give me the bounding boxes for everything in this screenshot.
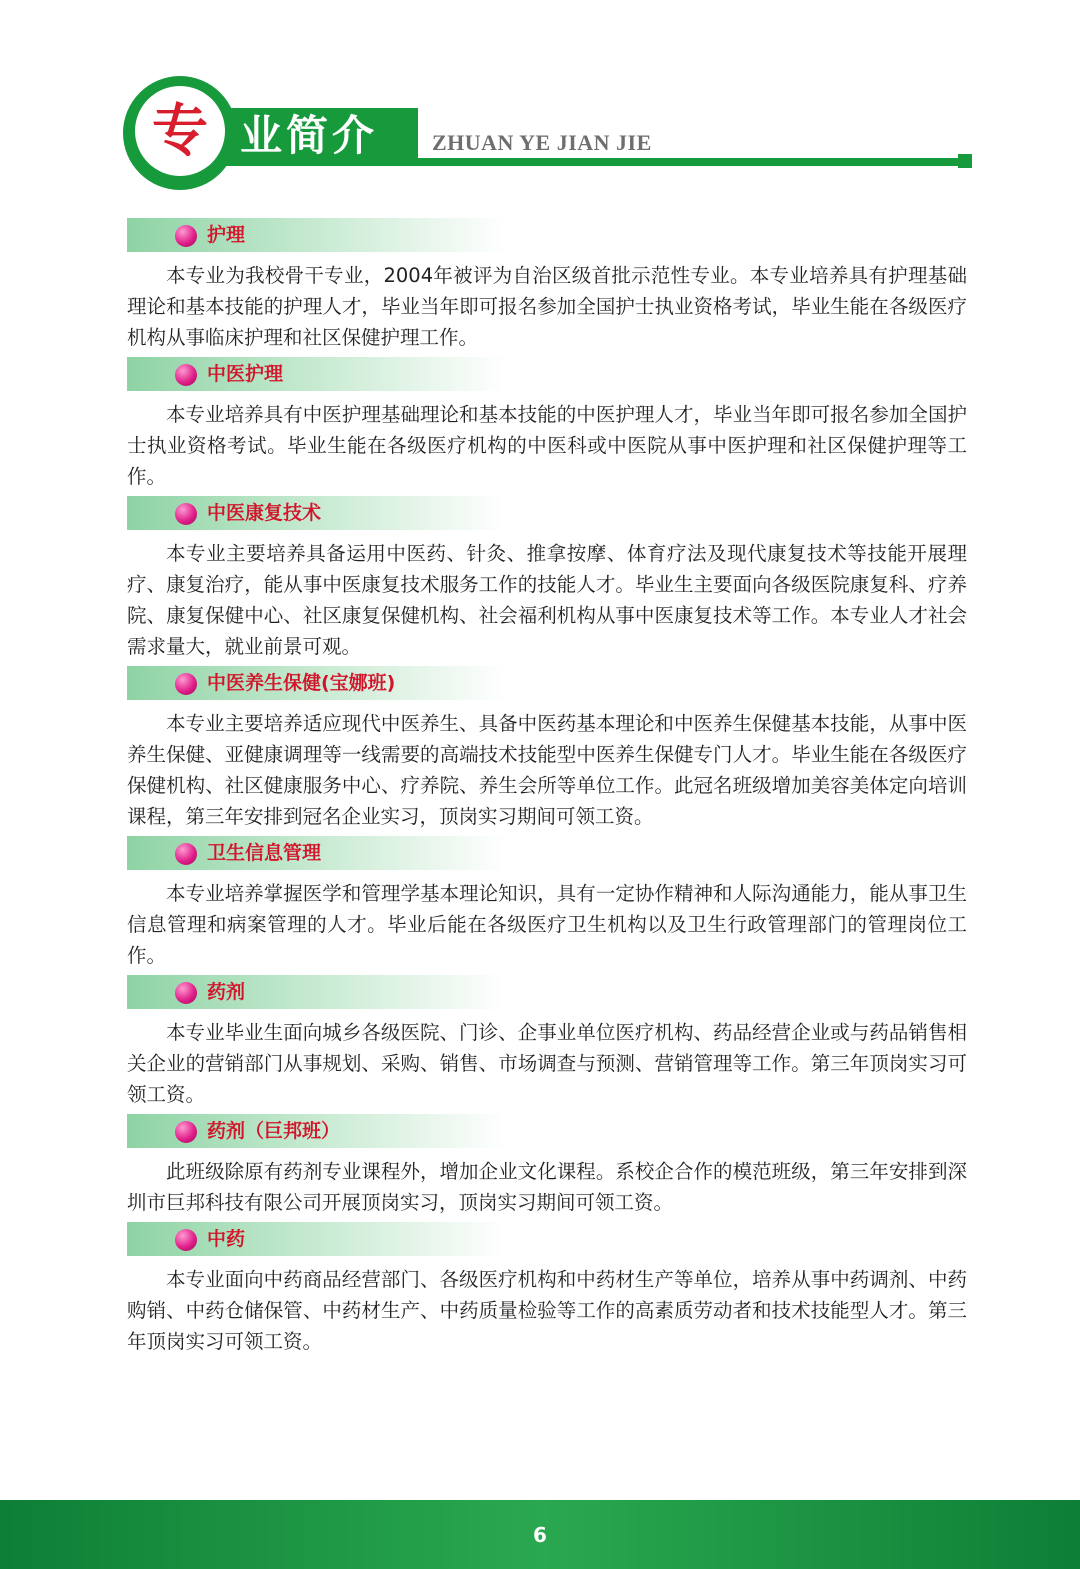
section-title: 护理 <box>207 224 246 246</box>
pink-bullet-icon <box>175 225 197 247</box>
section-title: 药剂（巨邦班） <box>207 1120 341 1142</box>
major-list <box>127 218 967 1361</box>
section-heading <box>127 1114 507 1148</box>
pink-bullet-icon <box>175 503 197 525</box>
pink-bullet-icon <box>175 1121 197 1143</box>
section-title: 中药 <box>207 1228 246 1250</box>
major-section <box>127 218 967 353</box>
section-heading <box>127 666 507 700</box>
pink-bullet-icon <box>175 364 197 386</box>
major-section <box>127 836 967 971</box>
major-section <box>127 357 967 492</box>
section-title: 中医养生保健(宝娜班) <box>207 672 396 694</box>
section-heading <box>127 357 507 391</box>
major-section <box>127 666 967 832</box>
title-first-char: 专 <box>152 98 208 164</box>
section-title: 卫生信息管理 <box>207 842 322 864</box>
section-body: 本专业为我校骨干专业，2004年被评为自治区级首批示范性专业。本专业培养具有护理基础理论和基本技能的护理人才，毕业当年即可报名参加全国护士执业资格考试，毕业生能在各级医疗机构从事临床护理和社区保健护理工作。 <box>127 264 967 349</box>
section-heading <box>127 496 507 530</box>
section-body: 此班级除原有药剂专业课程外，增加企业文化课程。系校企合作的模范班级，第三年安排到深圳市巨邦科技有限公司开展顶岗实习，顶岗实习期间可领工资。 <box>127 1160 967 1214</box>
section-body: 本专业主要培养具备运用中医药、针灸、推拿按摩、体育疗法及现代康复技术等技能开展理疗、康复治疗，能从事中医康复技术服务工作的技能人才。毕业生主要面向各级医院康复科、疗养院、康复保健中心、社区康复保健机构、社会福利机构从事中医康复技术等工作。本专业人才社会需求量大，就业前景可观。 <box>127 542 967 658</box>
header-circle-inner <box>135 86 225 176</box>
page-title: 业简介 <box>240 111 379 160</box>
pink-bullet-icon <box>175 843 197 865</box>
section-body: 本专业主要培养适应现代中医养生、具备中医药基本理论和中医养生保健基本技能，从事中医养生保健、亚健康调理等一线需要的高端技术技能型中医养生保健专门人才。毕业生能在各级医疗保健机构、社区健康服务中心、疗养院、养生会所等单位工作。此冠名班级增加美容美体定向培训课程，第三年安排到冠名企业实习，顶岗实习期间可领工资。 <box>127 712 967 828</box>
pink-bullet-icon <box>175 673 197 695</box>
section-body: 本专业面向中药商品经营部门、各级医疗机构和中药材生产等单位，培养从事中药调剂、中药购销、中药仓储保管、中药材生产、中药质量检验等工作的高素质劳动者和技术技能型人才。第三年顶岗实习可领工资。 <box>127 1268 967 1353</box>
section-body: 本专业毕业生面向城乡各级医院、门诊、企事业单位医疗机构、药品经营企业或与药品销售相关企业的营销部门从事规划、采购、销售、市场调查与预测、营销管理等工作。第三年顶岗实习可领工资。 <box>127 1021 967 1106</box>
major-section <box>127 1222 967 1357</box>
page-header <box>0 0 1080 200</box>
page-title-pinyin: ZHUAN YE JIAN JIE <box>432 130 652 155</box>
section-heading <box>127 218 507 252</box>
pink-bullet-icon <box>175 982 197 1004</box>
section-title: 中医康复技术 <box>207 502 322 524</box>
section-heading <box>127 836 507 870</box>
pink-bullet-icon <box>175 1229 197 1251</box>
section-title: 中医护理 <box>207 363 284 385</box>
header-underline-end <box>958 154 972 168</box>
section-heading <box>127 975 507 1009</box>
major-section <box>127 1114 967 1218</box>
section-body: 本专业培养掌握医学和管理学基本理论知识，具有一定协作精神和人际沟通能力，能从事卫生信息管理和病案管理的人才。毕业后能在各级医疗卫生机构以及卫生行政管理部门的管理岗位工作。 <box>127 882 967 967</box>
page-footer <box>0 1500 1080 1569</box>
section-heading <box>127 1222 507 1256</box>
major-section <box>127 975 967 1110</box>
section-title: 药剂 <box>207 981 246 1003</box>
page-number: 6 <box>533 1522 547 1547</box>
section-body: 本专业培养具有中医护理基础理论和基本技能的中医护理人才，毕业当年即可报名参加全国护士执业资格考试。毕业生能在各级医疗机构的中医科或中医院从事中医护理和社区保健护理等工作。 <box>127 403 967 488</box>
major-section <box>127 496 967 662</box>
